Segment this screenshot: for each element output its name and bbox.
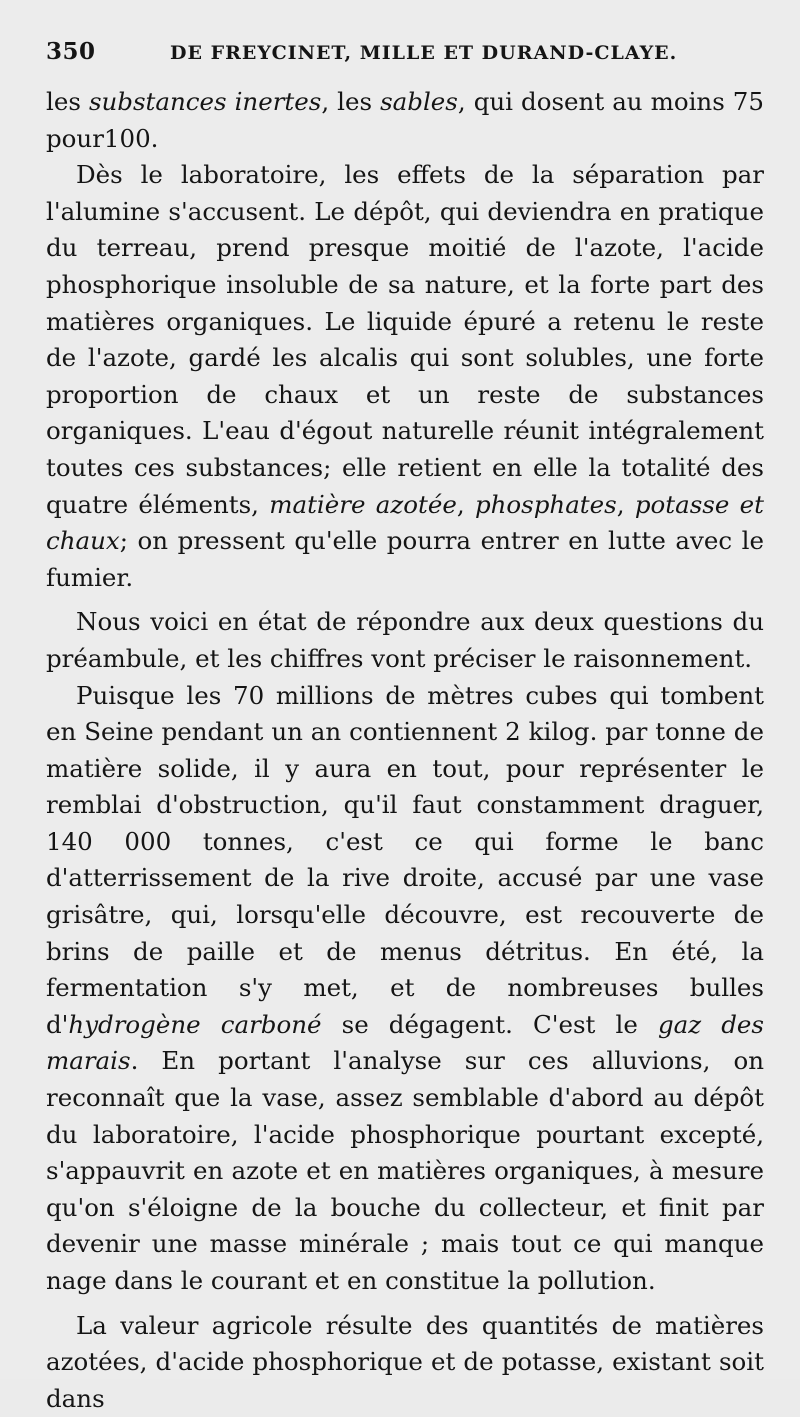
italic-text: matière azotée [269,489,457,519]
body-text [46,84,764,1417]
text-segment: , les [321,87,381,116]
text-segment: Puisque les 70 millions de mètres cubes qui tombent en Seine pendant un an contiennent 2 kilog. par tonne de matière solide, il y aura en tout, pour représenter le remblai d'obstruction, qu'il faut constamment draguer, 140 000 tonnes, c'est ce qui forme le banc d'atterrissement de la rive droite, accusé par une vase grisâtre, qui, lorsqu'elle découvre, est recouverte de brins de paille et de menus détritus. En été, la fermentation s'y met, et de nombreuses bulles d' [46,680,764,1039]
page-number: 350 [46,38,96,65]
italic-text: phosphates [474,489,617,519]
paragraph [46,157,764,596]
text-segment: La valeur agricole résulte des quantités de matières azotées, d'acide phosphorique et de potasse, existant soit dans [46,1310,764,1413]
italic-text: substances inertes [88,87,322,116]
italic-text: potasse et chaux [46,489,764,556]
running-title: DE FREYCINET, MILLE ET DURAND-CLAYE. [170,42,678,64]
text-segment: . En portant l'analyse sur ces alluvions, on reconnaît que la vase, assez semblable d'abord au dépôt du laboratoire, l'acide phosphorique pourtant excepté, s'appauvrit en azote et en matières organiques, à mesure qu'on s'éloigne de la bouche du collecteur, et finit par devenir une masse minérale ; mais tout ce qui manque nage dans le courant et en constitue la pollution. [46,1046,764,1295]
paragraph [46,678,764,1300]
text-segment: , qui dosent au moins 75 pour100. [46,87,764,153]
text-segment: les [46,87,89,116]
text-segment: se dégagent. C'est le [321,1009,658,1039]
text-segment: ; on pressent qu'elle pourra entrer en lutte avec le fumier. [46,526,764,592]
text-segment: , [616,489,635,519]
italic-text: sables [380,87,458,116]
paragraph [46,1308,764,1417]
paragraph [46,604,764,677]
paragraph [46,84,764,157]
italic-text: gaz des marais [46,1009,765,1076]
text-segment: Dès le laboratoire, les effets de la séparation par l'alumine s'accusent. Le dépôt, qui deviendra en pratique du terreau, prend presque moitié de l'azote, l'acide phosphorique insoluble de sa nature, et la forte part des matières organiques. Le liquide épuré a retenu le reste de l'azote, gardé les alcalis qui sont solubles, une forte proportion de chaux et un reste de substances organiques. L'eau d'égout naturelle réunit intégralement toutes ces substances; elle retient en elle la totalité des quatre éléments, [46,160,764,519]
text-segment: Nous voici en état de répondre aux deux questions du préambule, et les chiffres vont préciser le raisonnement. [46,607,764,673]
running-header [46,38,764,78]
italic-text: hydrogène carboné [68,1009,322,1039]
text-segment: , [456,489,475,519]
